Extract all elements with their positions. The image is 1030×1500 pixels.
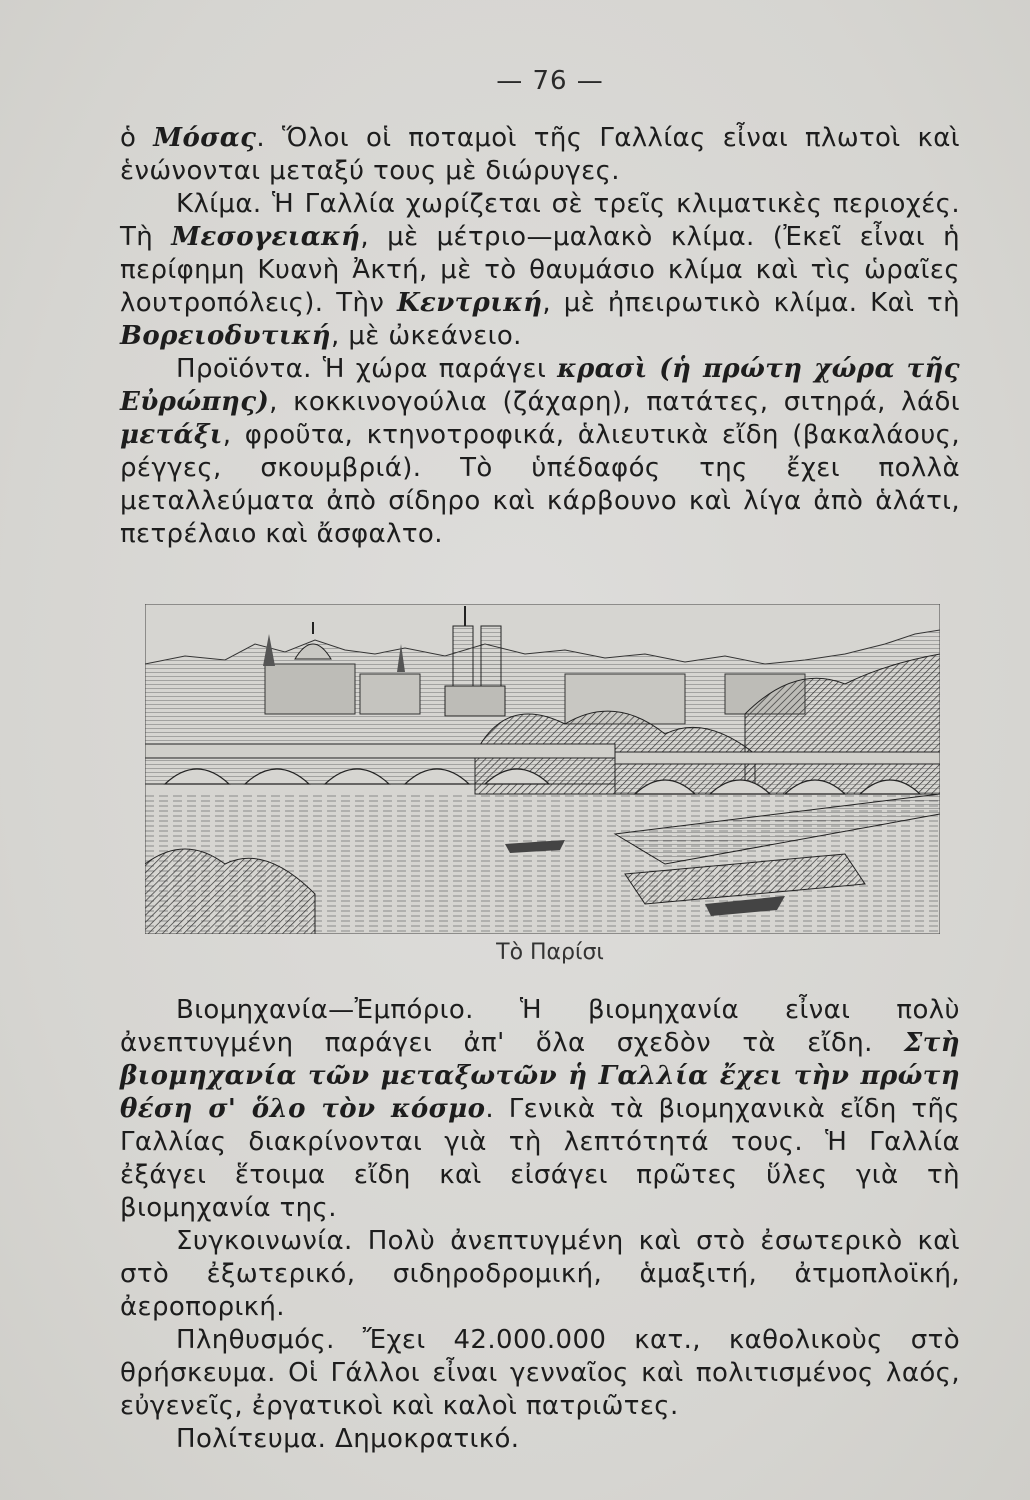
emphasis-central: Κεντρική: [397, 288, 543, 318]
paragraph-transport: Συγκοινωνία. Πολὺ ἀνεπτυγμένη καὶ στὸ ἐσωτερικὸ καὶ στὸ ἐξωτερικό, σιδηροδρομική, ἁμαξιτή, ἀτμοπλοϊκή, ἀεροπορική.: [120, 1226, 960, 1322]
text-run: , μὲ ἠπειρωτικὸ κλίμα. Καὶ τὴ: [542, 288, 960, 318]
emphasis-silk: μετάξι: [120, 420, 223, 450]
emphasis-silk-industry: Στὴ βιομηχανία τῶν μεταξωτῶν ἡ Γαλλία ἔχει τὴν πρώτη θέση σ' ὅλο τὸν κόσμο: [120, 1028, 960, 1124]
text-run: , μὲ ὠκεάνειο.: [331, 321, 522, 351]
paragraph-products: [120, 353, 960, 551]
text-run: . Γενικὰ τὰ βιομηχανικὰ εἴδη τῆς Γαλλίας διακρίνονται γιὰ τὴ λεπτότητά τους. Ἡ Γαλλία ἐξάγει ἕτοιμα εἴδη καὶ εἰσάγει πρῶτες ὕλες γιὰ τὴ βιομηχανία της.: [120, 1094, 961, 1223]
paragraph-industry: [120, 994, 960, 1225]
text-run: , μὲ μέτριο—μαλακὸ κλίμα. (Ἐκεῖ εἶναι ἡ περίφημη Κυανὴ Ἀκτή, μὲ τὸ θαυμάσιο κλίμα καὶ τὶς ὡραῖες λουτροπόλεις). Τὴν: [120, 222, 960, 318]
text-run: ὁ: [120, 123, 154, 153]
text-run: Κλίμα. Ἡ Γαλλία χωρίζεται σὲ τρεῖς κλιματικὲς περιοχές. Τὴ: [120, 189, 960, 252]
text-run: Προϊόντα. Ἡ χώρα παράγει: [176, 354, 558, 384]
engraving-illustration: [145, 604, 940, 934]
text-run: Βιομηχανία—Ἐμπόριο. Ἡ βιομηχανία εἶναι πολὺ ἀνεπτυγμένη παράγει ἀπ' ὅλα σχεδὸν τὰ εἴδη.: [120, 995, 960, 1058]
text-block-bottom: [120, 994, 960, 1456]
paragraph-government: Πολίτευμα. Δημοκρατικό.: [176, 1424, 520, 1454]
emphasis-northwestern: Βορειοδυτική: [120, 321, 331, 351]
paragraph-climate: [120, 188, 960, 353]
text-block-top: [120, 122, 960, 551]
text-run: , φροῦτα, κτηνοτροφικά, ἁλιευτικὰ εἴδη (βακαλάους, ρέγγες, σκουμβριά). Τὸ ὑπέδαφός της ἔχει πολλὰ μεταλλεύματα ἀπὸ σίδηρο καὶ κάρβουνο καὶ λίγα ἀπὸ ἁλάτι, πετρέλαιο καὶ ἄσφαλτο.: [120, 420, 960, 549]
paragraph-population: Πληθυσμός. Ἔχει 42.000.000 κατ., καθολικοὺς στὸ θρήσκευμα. Οἱ Γάλλοι εἶναι γενναῖος καὶ πολιτισμένος λαός, εὐγενεῖς, ἐργατικοὶ καὶ καλοὶ πατριῶτες.: [120, 1325, 960, 1421]
figure-caption: Τὸ Παρίσι: [496, 940, 604, 965]
text-run: . Ὅλοι οἱ ποταμοὶ τῆς Γαλλίας εἶναι πλωτοὶ καὶ ἑνώνονται μεταξύ τους μὲ διώρυγες.: [120, 123, 960, 186]
page-number: — 76 —: [496, 66, 604, 96]
emphasis-mediterranean: Μεσογειακή: [171, 222, 361, 252]
paragraph-rivers: [120, 122, 960, 188]
emphasis-wine: κρασὶ (ἡ πρώτη χώρα τῆς Εὐρώπης): [120, 354, 960, 417]
paris-engraving: [145, 604, 940, 934]
river-name-meuse: Μόσας: [153, 123, 257, 153]
text-run: , κοκκινογούλια (ζάχαρη), πατάτες, σιτηρά, λάδι: [269, 387, 960, 417]
